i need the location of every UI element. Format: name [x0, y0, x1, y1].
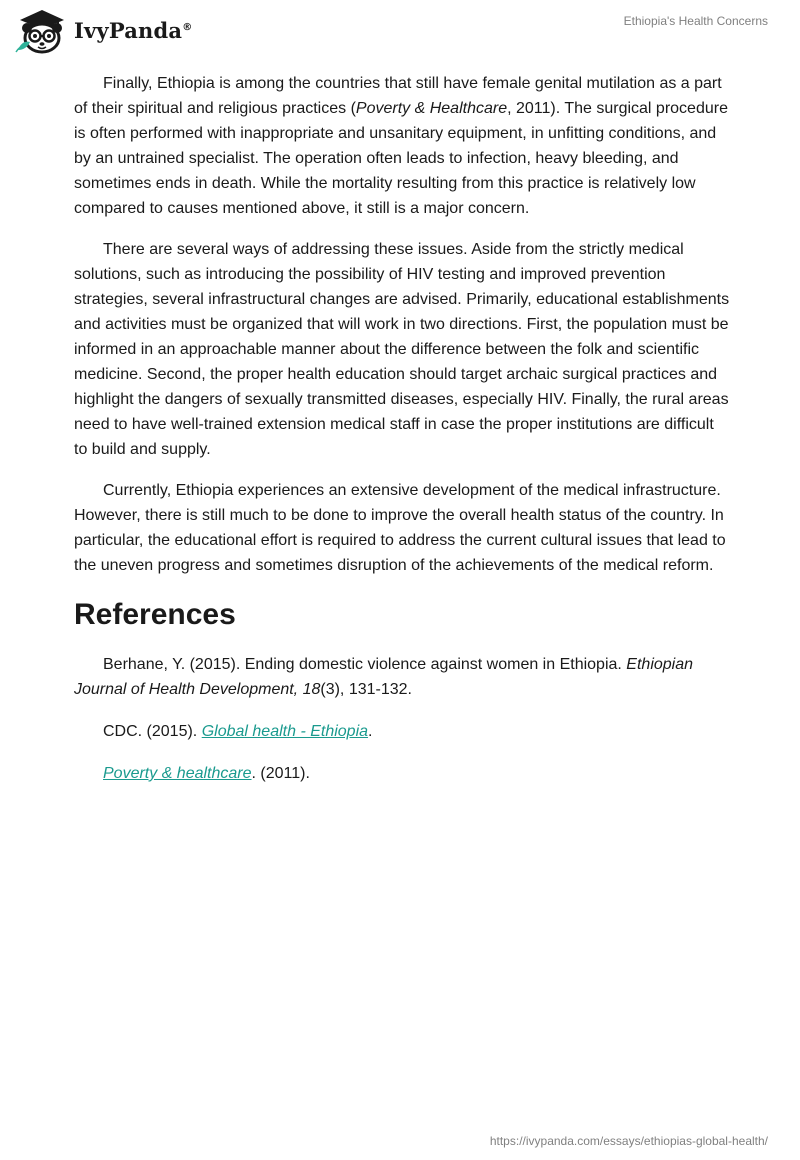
- reference-cdc: [74, 719, 730, 744]
- paragraph-text: Finally, Ethiopia is among the countries that still have female genital mutilation as a part of their spiritual and religious practices (: [74, 75, 722, 117]
- reference-text: CDC. (2015).: [103, 723, 202, 740]
- reference-text: (3), 131-132.: [320, 681, 412, 698]
- footer-url: https://ivypanda.com/essays/ethiopias-global-health/: [489, 1134, 768, 1148]
- reference-poverty: [74, 761, 730, 786]
- page-header: [0, 0, 800, 60]
- reference-text: . (2011).: [251, 765, 310, 782]
- paragraph-text: , 2011). The surgical procedure is often performed with inappropriate and unsanitary equipment, in unfitting conditions, and by an untrained specialist. The operation often leads to infection, heavy bleeding, and sometimes ends in death. While the mortality resulting from this practice is relatively low compared to causes mentioned above, it still is a major concern.: [74, 100, 728, 217]
- citation-italic: Poverty & Healthcare: [355, 100, 508, 117]
- references-heading: References: [74, 598, 236, 631]
- global-health-ethiopia-link[interactable]: Global health - Ethiopia: [201, 723, 369, 740]
- reference-text: Berhane, Y. (2015). Ending domestic violence against women in Ethiopia.: [103, 656, 627, 673]
- paragraph-solutions: There are several ways of addressing these issues. Aside from the strictly medical solutions, such as introducing the possibility of HIV testing and improved prevention strategies, several infrastructural changes are advised. Primarily, educational establishments and activities must be organized that will work in two directions. First, the population must be informed in an approachable manner about the difference between the folk and scientific medicine. Second, the proper health education should target archaic surgical practices and highlight the dangers of sexually transmitted diseases, especially HIV. Finally, the rural areas need to have well-trained extension medical staff in case the proper institutions are difficult to build and supply.: [74, 241, 730, 458]
- essay-body: [74, 71, 730, 803]
- paragraph-fgm: [74, 71, 730, 221]
- reference-text: .: [368, 723, 373, 740]
- reference-berhane: [74, 652, 730, 702]
- panda-graduate-icon: [12, 6, 70, 54]
- paragraph-conclusion: Currently, Ethiopia experiences an extensive development of the medical infrastructure. However, there is still much to be done to improve the overall health status of the country. In particular, the educational effort is required to address the current cultural issues that lead to the uneven progress and sometimes disruption of the achievements of the medical reform.: [74, 482, 726, 574]
- brand-logo[interactable]: [12, 6, 192, 54]
- brand-name: IvyPanda®: [74, 17, 193, 43]
- document-title: Ethiopia's Health Concerns: [623, 14, 768, 28]
- registered-mark: ®: [182, 21, 193, 33]
- journal-title: Ethiopian Journal of Health Development, 18: [74, 656, 694, 698]
- poverty-healthcare-link[interactable]: Poverty & healthcare: [103, 765, 252, 782]
